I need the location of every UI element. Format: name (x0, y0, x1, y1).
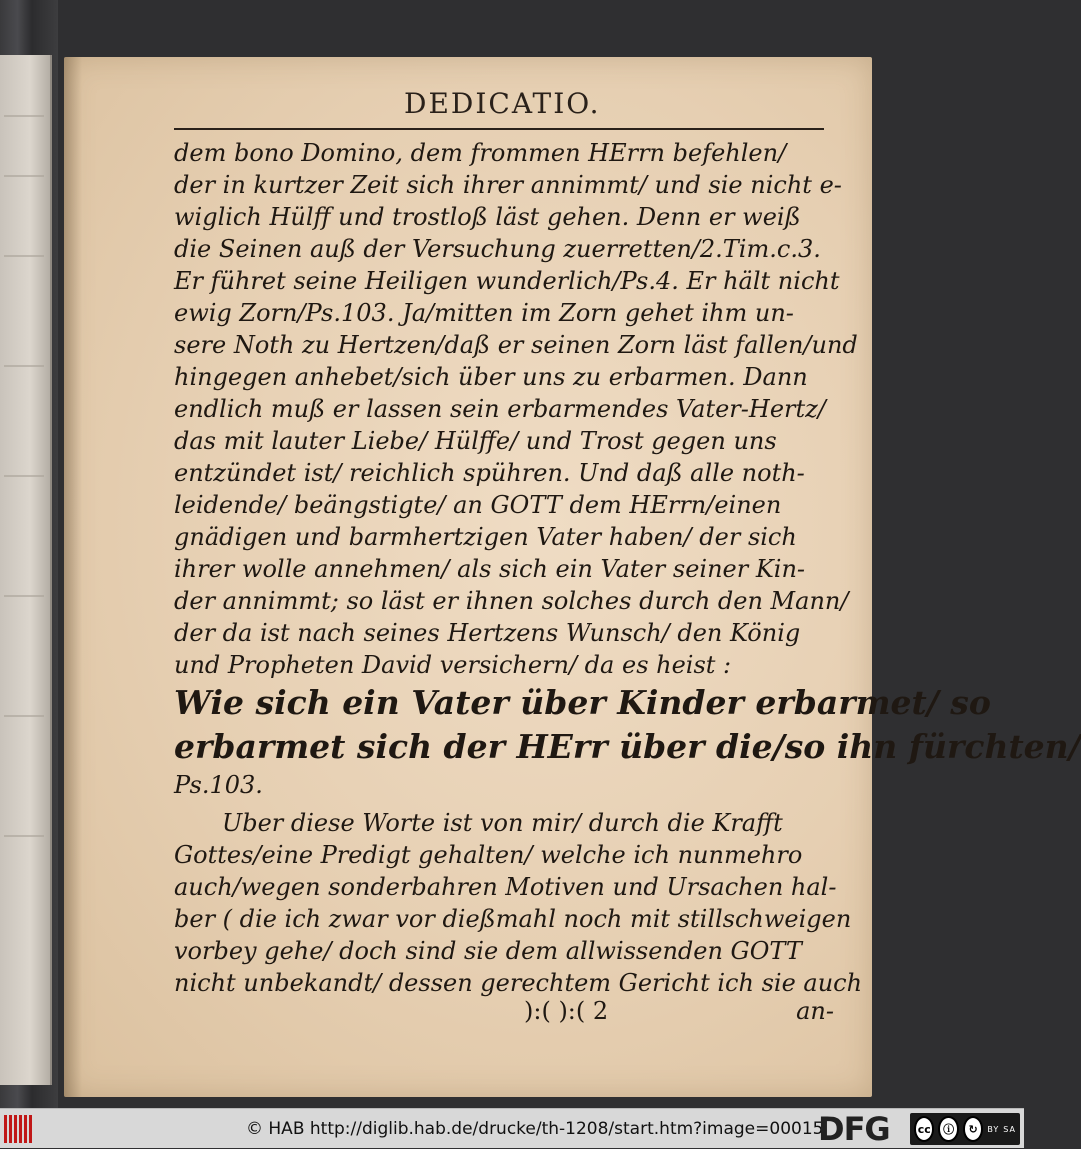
text-line: und Propheten David versichern/ da es heist : (174, 651, 732, 679)
text-line: leidende/ beängstigte/ an GOTT dem HErrn/einen (174, 491, 782, 519)
text-line: wiglich Hülff und trostloß läst gehen. Denn er weiß (174, 203, 801, 231)
text-line: der da ist nach seines Hertzens Wunsch/ den König (174, 619, 801, 647)
copyright-link[interactable]: © HAB http://diglib.hab.de/drucke/th-1208/start.htm?image=00015 (246, 1119, 824, 1139)
text-line: der in kurtzer Zeit sich ihrer annimmt/ und sie nicht e- (174, 171, 842, 199)
text-line: endlich muß er lassen sein erbarmendes Vater-Hertz/ (174, 395, 826, 423)
dfg-logo: DFG (818, 1110, 890, 1148)
text-line: Er führet seine Heiligen wunderlich/Ps.4. Er hält nicht (174, 267, 840, 295)
previous-page-edge (0, 55, 52, 1085)
reference-line: Ps.103. (174, 771, 263, 799)
body-text (174, 137, 1081, 999)
hab-logo-icon (4, 1115, 38, 1143)
share-alike-icon: ↻ (963, 1116, 983, 1142)
viewer-footer (0, 1108, 1024, 1148)
quote-line: Wie sich ein Vater über Kinder erbarmet/ so (174, 683, 991, 722)
license-sa-label: SA (1003, 1124, 1016, 1134)
head-rule (174, 128, 824, 130)
text-line: der annimmt; so läst er ihnen solches durch den Mann/ (174, 587, 849, 615)
text-line: nicht unbekandt/ dessen gerechtem Gericht ich sie auch (174, 969, 863, 997)
text-line: ihrer wolle annehmen/ als sich ein Vater seiner Kin- (174, 555, 806, 583)
cc-license-badge[interactable] (910, 1113, 1020, 1145)
text-line: entzündet ist/ reichlich spühren. Und daß alle noth- (174, 459, 805, 487)
text-line: auch/wegen sonderbahren Motiven und Ursachen hal- (174, 873, 837, 901)
text-line: dem bono Domino, dem frommen HErrn befehlen/ (174, 139, 787, 167)
text-line: gnädigen und barmhertzigen Vater haben/ der sich (174, 523, 797, 551)
text-line: das mit lauter Liebe/ Hülffe/ und Trost gegen uns (174, 427, 777, 455)
signature-mark: ):( ):( 2 (524, 997, 609, 1025)
cc-icon: cc (914, 1116, 934, 1142)
quote-line: erbarmet sich der HErr über die/so ihn fürchten/ (174, 727, 1081, 766)
book-page (64, 57, 1081, 1097)
text-line: ewig Zorn/Ps.103. Ja/mitten im Zorn gehet ihm un- (174, 299, 794, 327)
license-by-label: BY (987, 1124, 1000, 1134)
text-line: die Seinen auß der Versuchung zuerretten/2.Tim.c.3. (174, 235, 821, 263)
by-icon: ⓘ (938, 1116, 958, 1142)
text-line: vorbey gehe/ doch sind sie dem allwissenden GOTT (174, 937, 802, 965)
catchword: an- (796, 997, 834, 1025)
text-line: Gottes/eine Predigt gehalten/ welche ich nunmehro (174, 841, 803, 869)
text-line: hingegen anhebet/sich über uns zu erbarmen. Dann (174, 363, 808, 391)
text-line: ber ( die ich zwar vor dießmahl noch mit stillschweigen (174, 905, 852, 933)
page-footer-line (174, 997, 834, 1031)
paragraph-first-line: Uber diese Worte ist von mir/ durch die Krafft (222, 809, 783, 837)
text-line: sere Noth zu Hertzen/daß er seinen Zorn läst fallen/und (174, 331, 858, 359)
running-head: DEDICATIO. (404, 87, 601, 120)
